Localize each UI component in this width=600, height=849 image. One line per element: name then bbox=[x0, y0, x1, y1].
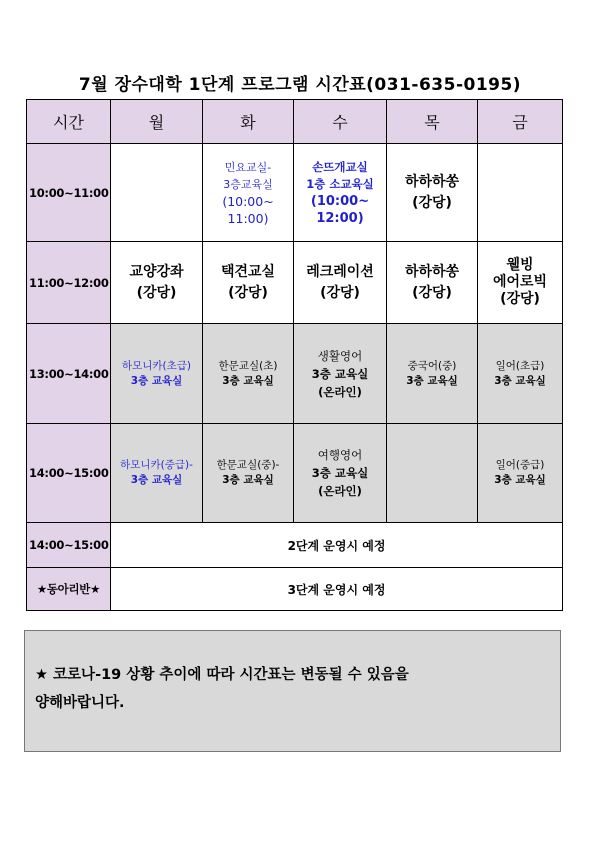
table-row bbox=[27, 523, 563, 568]
header-thu: 목 bbox=[387, 100, 478, 144]
cell-thu-11 bbox=[387, 242, 478, 324]
cell-fri-10 bbox=[478, 144, 563, 242]
cell-wed-13 bbox=[294, 324, 387, 424]
cell-thu-13 bbox=[387, 324, 478, 424]
cell-tue-10 bbox=[203, 144, 294, 242]
cell-line: (강당) bbox=[500, 291, 540, 307]
cell-line: 민요교실- bbox=[224, 160, 272, 174]
table-row bbox=[27, 324, 563, 424]
cell-line: 웰빙 bbox=[506, 257, 534, 273]
cell-line: (강당) bbox=[136, 284, 177, 301]
cell-mon-11 bbox=[111, 242, 203, 324]
time-cell: 14:00~15:00 bbox=[27, 424, 111, 523]
notice-line: 양해바랍니다. bbox=[35, 695, 125, 711]
cell-wed-14 bbox=[294, 424, 387, 523]
cell-line: 3층 교육실 bbox=[311, 366, 369, 381]
cell-line: 에어로빅 bbox=[492, 274, 548, 290]
cell-line: 하모니카(중급)- bbox=[120, 459, 193, 471]
cell-line: 손뜨개교실 bbox=[312, 159, 368, 174]
cell-line: 3층 교육실 bbox=[494, 374, 546, 387]
cell-line: 한문교실(중)- bbox=[216, 459, 280, 471]
cell-line: 3층 교육실 bbox=[130, 474, 183, 486]
cell-tue-11 bbox=[203, 242, 294, 324]
cell-tue-14 bbox=[203, 424, 294, 523]
cell-line: (강당) bbox=[320, 284, 360, 301]
cell-mon-10 bbox=[111, 144, 203, 242]
table-row bbox=[27, 144, 563, 242]
header-time: 시간 bbox=[27, 100, 111, 144]
cell-line: 중국어(중) bbox=[407, 359, 457, 372]
cell-tue-13 bbox=[203, 324, 294, 424]
notice-line: ★ 코로나-19 상황 추이에 따라 시간표는 변동될 수 있음을 bbox=[35, 667, 409, 683]
cell-line: 레크레이션 bbox=[306, 263, 374, 280]
cell-line: 교양강좌 bbox=[129, 263, 184, 280]
time-cell: 13:00~14:00 bbox=[27, 324, 111, 424]
table-row bbox=[27, 424, 563, 523]
cell-line: 하모니카(초급) bbox=[121, 359, 192, 372]
cell-line: 3층교육실 bbox=[223, 177, 273, 191]
cell-line: 1층 소교육실 bbox=[306, 176, 374, 191]
cell-mon-13 bbox=[111, 324, 203, 424]
cell-fri-13 bbox=[478, 324, 563, 424]
cell-line: (10:00~ bbox=[222, 193, 274, 209]
header-row bbox=[27, 100, 563, 144]
cell-line: 12:00) bbox=[316, 210, 364, 226]
cell-wed-10 bbox=[294, 144, 387, 242]
cell-line: 하하하쏭 bbox=[404, 173, 460, 190]
cell-mon-14 bbox=[111, 424, 203, 523]
table-row bbox=[27, 242, 563, 324]
club-label: ★동아리반★ bbox=[27, 568, 111, 611]
cell-line: (강당) bbox=[412, 284, 452, 301]
cell-thu-14 bbox=[387, 424, 478, 523]
phase3-note: 3단계 운영시 예정 bbox=[111, 568, 563, 611]
page-title: 7월 장수대학 1단계 프로그램 시간표(031-635-0195) bbox=[78, 75, 522, 95]
cell-fri-14 bbox=[478, 424, 563, 523]
cell-line: 3층 교육실 bbox=[494, 474, 546, 486]
time-cell: 14:00~15:00 bbox=[27, 523, 111, 568]
time-cell: 11:00~12:00 bbox=[27, 242, 111, 324]
notice-text bbox=[35, 661, 535, 717]
header-tue: 화 bbox=[203, 100, 294, 144]
cell-line: (온라인) bbox=[318, 484, 362, 498]
time-cell: 10:00~11:00 bbox=[27, 144, 111, 242]
schedule-table bbox=[26, 99, 563, 611]
cell-line: 3층 교육실 bbox=[130, 374, 183, 387]
cell-line: 일어(중급) bbox=[495, 459, 545, 471]
cell-line: 3층 교육실 bbox=[406, 374, 458, 387]
cell-line: 생활영어 bbox=[317, 348, 363, 363]
cell-line: 택견교실 bbox=[220, 263, 276, 280]
cell-line: 3층 교육실 bbox=[222, 474, 274, 486]
cell-thu-10 bbox=[387, 144, 478, 242]
cell-line: (강당) bbox=[228, 284, 268, 301]
cell-wed-11 bbox=[294, 242, 387, 324]
cell-line: 11:00) bbox=[227, 210, 269, 226]
header-fri: 금 bbox=[478, 100, 563, 144]
cell-line: 3층 교육실 bbox=[222, 374, 274, 387]
table-row bbox=[27, 568, 563, 611]
cell-line: 한문교실(초) bbox=[218, 359, 278, 372]
cell-line: (10:00~ bbox=[310, 193, 370, 209]
cell-line: 하하하쏭 bbox=[404, 263, 460, 280]
cell-line: (온라인) bbox=[318, 384, 362, 399]
phase2-note: 2단계 운영시 예정 bbox=[111, 523, 563, 568]
notice-box bbox=[24, 630, 561, 752]
cell-fri-11 bbox=[478, 242, 563, 324]
cell-line: 여행영어 bbox=[317, 448, 363, 462]
cell-line: (강당) bbox=[412, 194, 452, 211]
cell-line: 일어(초급) bbox=[495, 359, 545, 372]
cell-line: 3층 교육실 bbox=[311, 466, 369, 480]
header-mon: 월 bbox=[111, 100, 203, 144]
header-wed: 수 bbox=[294, 100, 387, 144]
